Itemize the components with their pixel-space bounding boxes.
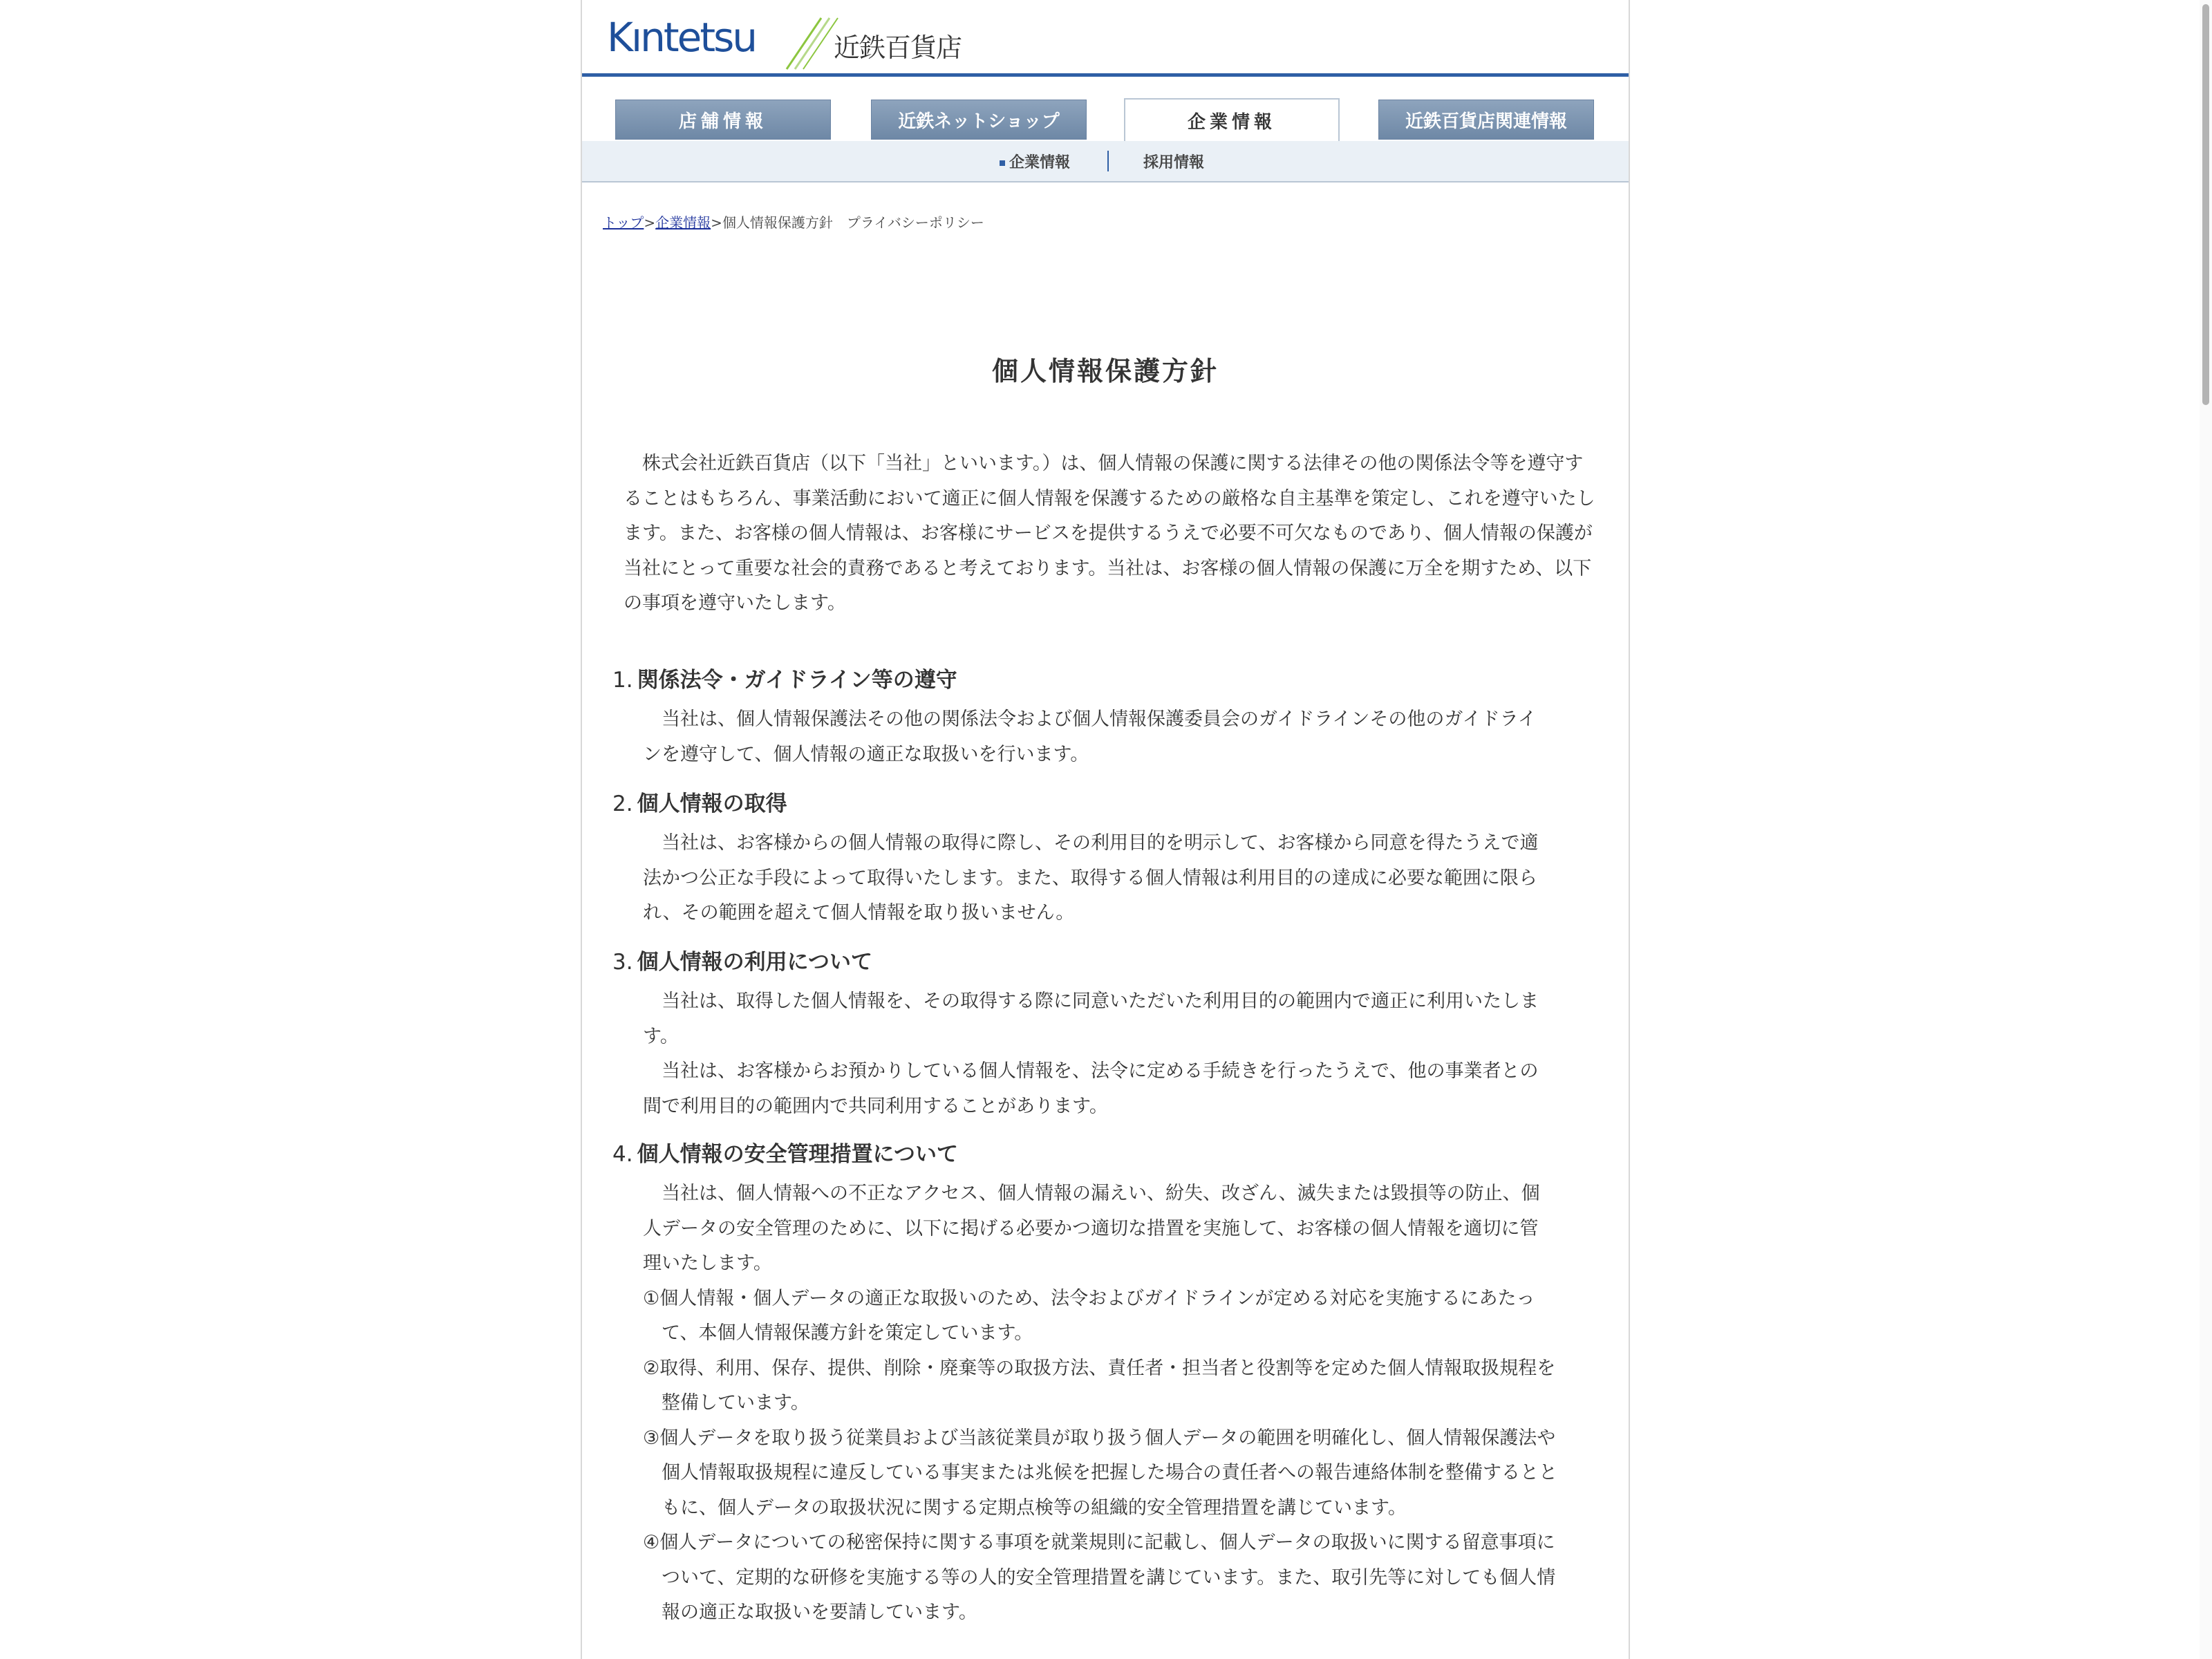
tab-net-shop[interactable]: 近鉄ネットショップ [871,100,1087,140]
subnav-item-label: 採用情報 [1143,154,1205,171]
section-number: 3. [612,950,633,975]
section-heading [612,948,1594,976]
policy-section-1 [612,666,1594,772]
tab-store-info[interactable]: 店舗情報 [615,100,831,140]
breadcrumb-corporate-link[interactable]: 企業情報 [655,214,711,231]
section-number: 4. [612,1142,633,1167]
subnav-divider [1107,151,1109,171]
list-item: ③個人データを取り扱う従業員および当該従業員が取り扱う個人データの範囲を明確化し、個人情報保護法や個人情報取扱規程に違反している事実または兆候を把握した場合の責任者への報告連絡体制を整備するとともに、個人データの取扱状況に関する定期点検等の組織的安全管理措置を講じています。 [643,1427,1557,1519]
subnav-item-recruit[interactable] [1143,151,1204,172]
section-paragraph: 当社は、取得した個人情報を、その取得する際に同意いただいた利用目的の範囲内で適正に利用いたします。 [643,991,1539,1047]
page-scrollbar[interactable] [2200,0,2212,1659]
section-heading [612,790,1594,818]
tab-corporate-info[interactable]: 企業情報 [1124,98,1340,141]
breadcrumb [603,212,984,232]
global-nav [582,100,1629,142]
breadcrumb-separator: > [711,214,722,231]
scrollbar-thumb[interactable] [2202,4,2209,405]
list-item: ②取得、利用、保存、提供、削除・廃棄等の取扱方法、責任者・担当者と役割等を定めた個人情報取扱規程を整備しています。 [643,1357,1556,1414]
section-heading [612,1141,1594,1168]
section-paragraph: 当社は、お客様からの個人情報の取得に際し、その利用目的を明示して、お客様から同意を得たうえで適法かつ公正な手段によって取得いたします。また、取得する個人情報は利用目的の達成に必要な範囲に限られ、その範囲を超えて個人情報を取り扱いません。 [643,832,1539,924]
site-logo[interactable] [607,12,962,72]
breadcrumb-separator: > [644,214,656,231]
logo-japanese-name: 近鉄百貨店 [834,32,962,63]
section-title: 個人情報の取得 [637,791,787,816]
section-number: 2. [612,791,633,816]
sub-nav [582,141,1629,182]
section-paragraph: 当社は、個人情報への不正なアクセス、個人情報の漏えい、紛失、改ざん、滅失または毀損等の防止、個人データの安全管理のために、以下に掲げる必要かつ適切な措置を実施して、お客様の個人情報を適切に管理いたします。 [643,1183,1540,1274]
section-title: 個人情報の安全管理措置について [637,1142,958,1167]
subnav-item-label: 企業情報 [1009,154,1071,171]
section-title: 個人情報の利用について [637,950,872,975]
section-paragraph: 当社は、個人情報保護法その他の関係法令および個人情報保護委員会のガイドラインその他のガイドラインを遵守して、個人情報の適正な取扱いを行います。 [643,709,1537,765]
tab-related-info[interactable]: 近鉄百貨店関連情報 [1378,100,1594,140]
intro-paragraph: 株式会社近鉄百貨店（以下「当社」といいます。）は、個人情報の保護に関する法律その他の関係法令等を遵守することはもちろん、事業活動において適正に個人情報を保護するための厳格な自主基準を策定し、これを遵守いたします。また、お客様の個人情報は、お客様にサービスを提供するうえで必要不可欠なものであり、個人情報の保護が当社にとって重要な社会的責務であると考えております。当社は、お客様の個人情報の保護に万全を期すため、以下の事項を遵守いたします。 [624,453,1595,614]
section-paragraph: 当社は、お客様からお預かりしている個人情報を、法令に定める手続きを行ったうえで、他の事業者との間で利用目的の範囲内で共同利用することがあります。 [643,1060,1539,1117]
section-title: 関係法令・ガイドライン等の遵守 [637,668,957,693]
policy-section-2 [612,790,1594,931]
logo-slash-icon [773,15,842,71]
page-title: 個人情報保護方針 [991,356,1219,386]
policy-section-4 [612,1141,1594,1631]
site-header [582,0,1629,77]
policy-section-3 [612,948,1594,1124]
subnav-item-corporate[interactable] [1000,151,1070,172]
section-heading [612,666,1594,694]
page-container [581,0,1630,1659]
list-item: ①個人情報・個人データの適正な取扱いのため、法令およびガイドラインが定める対応を実施するにあたって、本個人情報保護方針を策定しています。 [643,1287,1535,1344]
logo-wordmark: Kıntetsu [607,14,756,61]
list-item: ④個人データについての秘密保持に関する事項を就業規則に記載し、個人データの取扱いに関する留意事項について、定期的な研修を実施する等の人的安全管理措置を講じています。また、取引先等に対しても個人情報の適正な取扱いを要請しています。 [643,1532,1556,1623]
breadcrumb-top-link[interactable]: トップ [603,214,644,231]
breadcrumb-current: 個人情報保護方針 プライバシーポリシー [722,214,984,231]
bullet-icon [1000,160,1005,166]
section-number: 1. [612,668,633,693]
